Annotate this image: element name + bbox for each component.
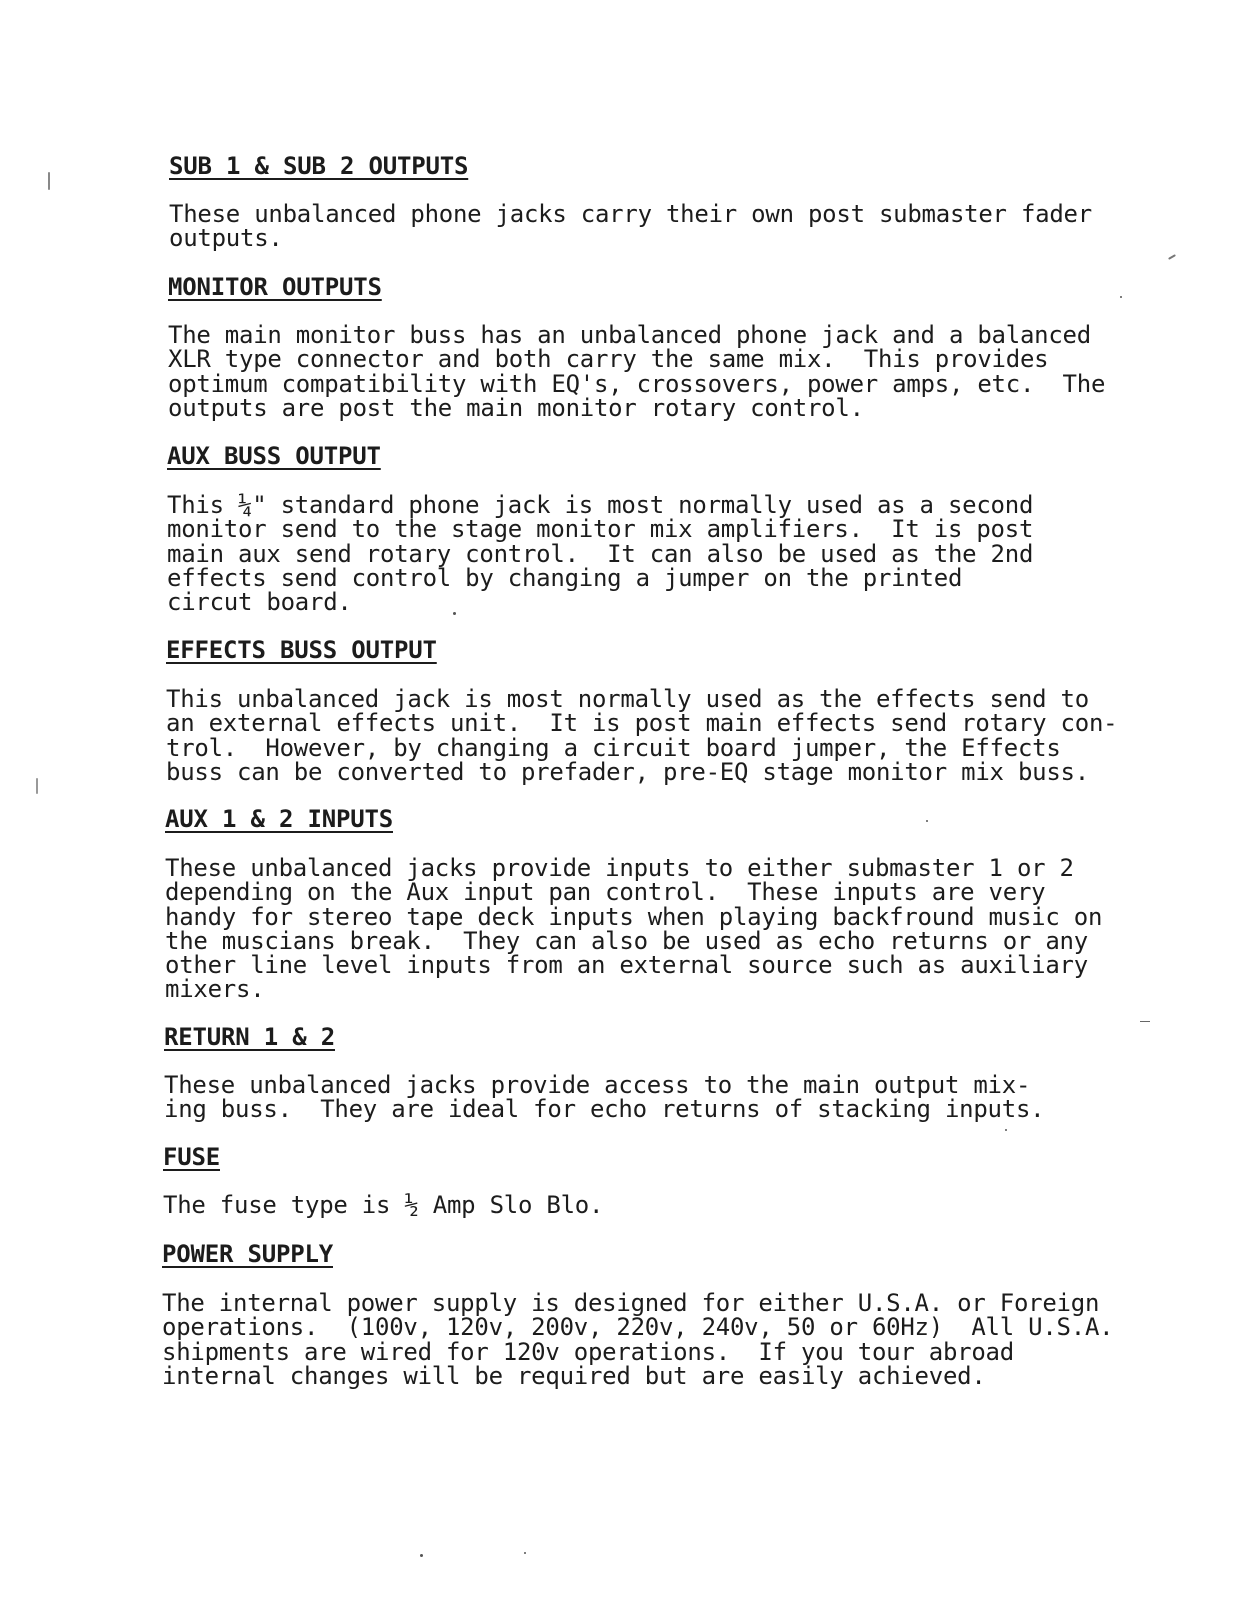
scan-speck: [1005, 1129, 1007, 1131]
section-body: The internal power supply is designed for either U.S.A. or Foreign operations. (100v, 120v, 200v, 220v, 240v, 50 or 60Hz) All U.S.A. shipments are wired for 120v operations. If you tour abroad internal changes will be required but are easily achieved.: [162, 1289, 1114, 1390]
section-heading: FUSE: [163, 1143, 220, 1171]
section-body: These unbalanced phone jacks carry their own post submaster fader outputs.: [169, 200, 1092, 253]
section-body: This ¼" standard phone jack is most normally used as a second monitor send to the stage monitor mix amplifiers. It is post main aux send rotary control. It can also be used as the 2nd effects send control by changing a jumper on the printed circut board.: [167, 491, 1034, 617]
scan-speck: [420, 1554, 423, 1557]
scan-speck: [524, 1552, 526, 1554]
section-body: This unbalanced jack is most normally used as the effects send to an external effects unit. It is post main effects send rotary con- trol. However, by changing a circuit board jumper, the Effects buss can be converted to prefader, pre-EQ stage monitor mix buss.: [166, 685, 1118, 786]
section-heading: EFFECTS BUSS OUTPUT: [166, 636, 437, 664]
section-power-supply: [162, 1240, 1162, 1390]
section-heading: AUX 1 & 2 INPUTS: [165, 805, 393, 833]
section-sub-outputs: [169, 152, 1169, 253]
section-heading: AUX BUSS OUTPUT: [167, 442, 381, 470]
scan-speck: [48, 172, 50, 190]
scan-speck: [1168, 254, 1176, 260]
section-return-inputs: [164, 1023, 1164, 1124]
section-body: The fuse type is ½ Amp Slo Blo.: [163, 1191, 604, 1219]
section-body: These unbalanced jacks provide access to the main output mix- ing buss. They are ideal for echo returns of stacking inputs.: [164, 1071, 1045, 1124]
scan-speck: [1140, 1021, 1150, 1022]
scan-speck: [1120, 296, 1122, 298]
section-heading: POWER SUPPLY: [162, 1240, 333, 1268]
section-heading: MONITOR OUTPUTS: [168, 273, 382, 301]
scan-speck: [926, 820, 928, 822]
section-fuse: [163, 1143, 1163, 1219]
section-body: These unbalanced jacks provide inputs to either submaster 1 or 2 depending on the Aux input pan control. These inputs are very handy for stereo tape deck inputs when playing backfround music on the muscians break. They can also be used as echo returns or any other line level inputs from an external source such as auxiliary mixers.: [165, 854, 1103, 1004]
section-body: The main monitor buss has an unbalanced phone jack and a balanced XLR type connector and both carry the same mix. This provides optimum compatibility with EQ's, crossovers, power amps, etc. The outputs are post the main monitor rotary control.: [168, 321, 1106, 422]
section-aux-inputs: [165, 805, 1165, 1004]
scan-speck: [36, 778, 38, 794]
scan-speck: [453, 612, 456, 615]
section-aux-buss-output: [167, 442, 1167, 617]
section-effects-buss-output: [166, 636, 1166, 786]
section-heading: RETURN 1 & 2: [164, 1023, 335, 1051]
section-monitor-outputs: [168, 273, 1168, 422]
section-heading: SUB 1 & SUB 2 OUTPUTS: [169, 152, 469, 180]
